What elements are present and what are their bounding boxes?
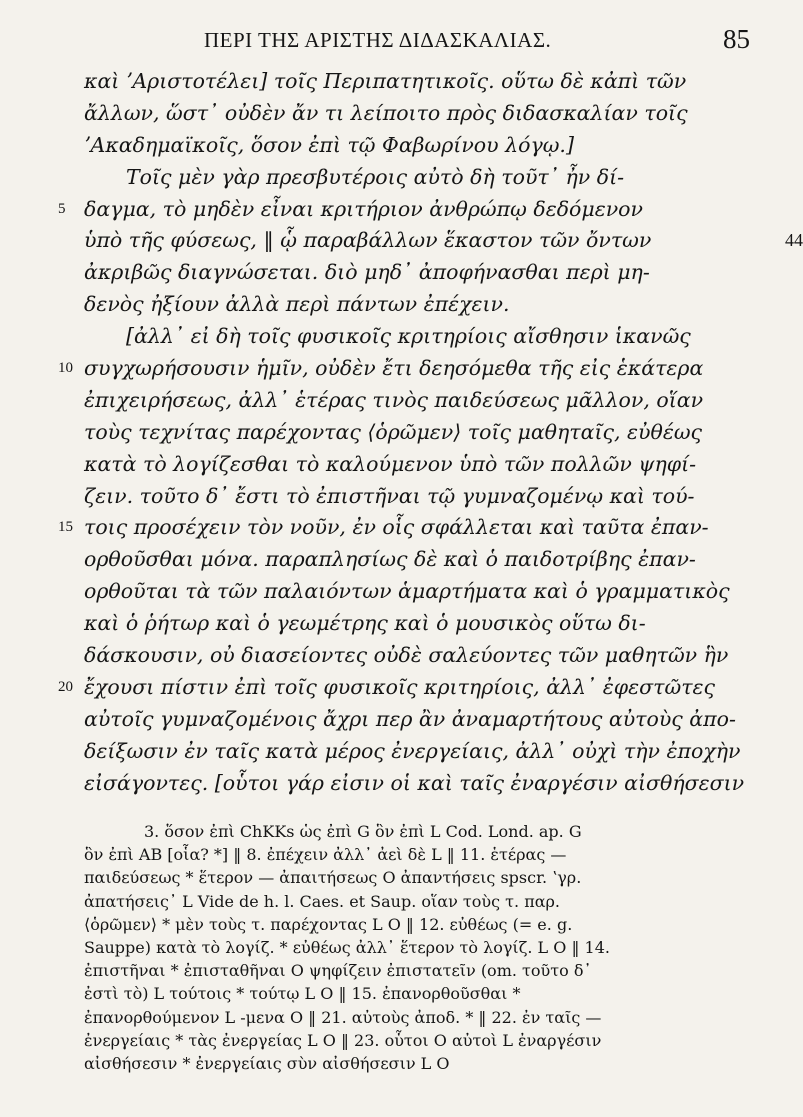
line-number: 10	[58, 360, 73, 377]
text-line: κατὰ τὸ λογίζεσθαι τὸ καλούμενον ὑπὸ τῶν πολλῶν ψηφί-	[84, 451, 697, 476]
text-line: εἰσάγοντες. [οὗτοι γάρ εἰσιν οἱ καὶ ταῖς ἐναργέσιν αἰσθήσεσιν	[84, 770, 745, 795]
note-line: ⟨ὁρῶμεν⟩ * μὲν τοὺς τ. παρέχοντας L O ‖ 12. εὐθέως (= e. g.	[84, 914, 573, 934]
note-line: Sauppe) κατὰ τὸ λογίζ. * εὐθέως ἀλλ᾽ ἕτερον τὸ λογίζ. L O ‖ 14.	[84, 937, 610, 957]
text-line: ορθοῦσθαι μόνα. παραπλησίως δὲ καὶ ὁ παιδοτρίβης ἐπαν-	[84, 547, 696, 572]
text-line: καὶ ʼΑριστοτέλει] τοῖς Περιπατητικοῖς. οὕτω δὲ κἀπὶ τῶν	[84, 69, 687, 93]
text-line	[84, 225, 803, 257]
note-line: ἐνεργείαις * τὰς ἐνεργείας L O ‖ 23. οὗτοι O αὐτοὶ L ἐναργέσιν	[84, 1030, 602, 1050]
main-text	[58, 66, 803, 799]
note-line: ὃν ἐπὶ AB [οἷα? *] ‖ 8. ἐπέχειν ἀλλ᾽ ἀεὶ δὲ L ‖ 11. ἑτέρας —	[84, 845, 567, 865]
note-line: 3. ὅσον ἐπὶ ChKKs ὡς ἐπὶ G ὃν ἐπὶ L Cod. Lond. ap. G	[144, 822, 582, 841]
note-line: ἐπανορθούμενον L -μενα O ‖ 21. αὐτοὺς ἀποδ. * ‖ 22. ἐν ταῖς —	[84, 1007, 602, 1027]
text-line: ἄλλων, ὥστ᾽ οὐδὲν ἄν τι λείποιτο πρὸς διδασκαλίαν τοῖς	[84, 100, 688, 125]
text-line-content: Τοῖς μὲν γὰρ πρεσβυτέροις αὐτὸ δὴ τοῦτ᾽ ἦν δί-	[126, 164, 625, 189]
note-line: παιδεύσεως * ἕτερον — ἀπαιτήσεως O ἀπαντήσεις spscr. ʽγρ.	[84, 868, 582, 888]
running-head: ΠΕΡΙ ΤΗΣ ΑΡΙΣΤΗΣ ΔΙΔΑΣΚΑΛΙΑΣ.	[204, 28, 552, 52]
text-line-content: συγχωρήσουσιν ἡμῖν, οὐδὲν ἔτι δεησόμεθα τῆς εἰς ἑκάτερα	[84, 356, 704, 381]
text-line-content: [ἀλλ᾽ εἰ δὴ τοῖς φυσικοῖς κριτηρίοις αἴσθησιν ἱκανῶς	[126, 324, 691, 349]
line-number: 15	[58, 519, 73, 536]
text-line	[58, 672, 756, 704]
line-number: 20	[58, 678, 73, 695]
text-line: ἀκριβῶς διαγνώσεται. διὸ μηδ᾽ ἀποφήνασθαι περὶ μη-	[84, 260, 650, 285]
text-line: δενὸς ἠξίουν ἀλλὰ περὶ πάντων ἐπέχειν.	[84, 292, 510, 317]
text-line	[84, 321, 756, 353]
text-line	[58, 194, 756, 226]
text-line: ʼΑκαδημαϊκοῖς, ὅσον ἐπὶ τῷ Φαβωρίνου λόγῳ.]	[84, 132, 574, 157]
text-line: αὐτοῖς γυμναζομένοις ἄχρι περ ἂν ἀναμαρτήτους αὐτοὺς ἀπο-	[84, 706, 736, 731]
note-line: αἰσθήσεσιν * ἐνεργείαις σὺν αἰσθήσεσιν L O	[84, 1053, 450, 1073]
text-line	[58, 353, 756, 385]
text-line	[58, 512, 756, 544]
text-line: δάσκουσιν, οὐ διασείοντες οὐδὲ σαλεύοντες τῶν μαθητῶν ἣν	[84, 643, 729, 668]
margin-number: 44	[785, 230, 803, 251]
note-line: ἐπιστῆναι * ἐπισταθῆναι O ψηφίζειν ἐπιστατεῖν (om. τοῦτο δ᾽	[84, 961, 592, 981]
text-line-content: ἔχουσι πίστιν ἐπὶ τοῖς φυσικοῖς κριτηρίοις, ἀλλ᾽ ἐφεστῶτες	[84, 674, 716, 699]
page-header	[84, 24, 750, 58]
page-number: 85	[723, 24, 750, 54]
text-line-content: τοις προσέχειν τὸν νοῦν, ἐν οἷς σφάλλεται καὶ ταῦτα ἐπαν-	[84, 515, 709, 540]
line-number: 5	[58, 200, 66, 217]
text-line: ορθοῦται τὰ τῶν παλαιόντων ἁμαρτήματα καὶ ὁ γραμματικὸς	[84, 579, 730, 604]
text-line: ζειν. τοῦτο δ᾽ ἔστι τὸ ἐπιστῆναι τῷ γυμναζομένῳ καὶ τού-	[84, 483, 695, 508]
text-line: τοὺς τεχνίτας παρέχοντας ⟨ὁρῶμεν⟩ τοῖς μαθηταῖς, εὐθέως	[84, 419, 703, 444]
text-line-content: δαγμα, τὸ μηδὲν εἶναι κριτήριον ἀνθρώπῳ δεδόμενον	[84, 196, 643, 221]
text-line-content: ὑπὸ τῆς φύσεως, ‖ ᾧ παραβάλλων ἕκαστον τῶν ὄντων	[84, 228, 652, 253]
text-line: ἐπιχειρήσεως, ἀλλ᾽ ἑτέρας τινὸς παιδεύσεως μᾶλλον, οἵαν	[84, 387, 704, 412]
text-line: δείξωσιν ἐν ταῖς κατὰ μέρος ἐνεργείαις, ἀλλ᾽ οὐχὶ τὴν ἐποχὴν	[84, 738, 741, 763]
note-line: ἀπατήσεις᾽ L Vide de h. l. Caes. et Saup. οἵαν τοὺς τ. παρ.	[84, 891, 561, 911]
critical-apparatus	[84, 820, 764, 1075]
text-line	[84, 162, 756, 194]
text-line: καὶ ὁ ῥήτωρ καὶ ὁ γεωμέτρης καὶ ὁ μουσικὸς οὕτω δι-	[84, 611, 646, 636]
note-line: ἐστὶ τὸ) L τούτοις * τούτῳ L O ‖ 15. ἐπανορθοῦσθαι *	[84, 984, 521, 1004]
